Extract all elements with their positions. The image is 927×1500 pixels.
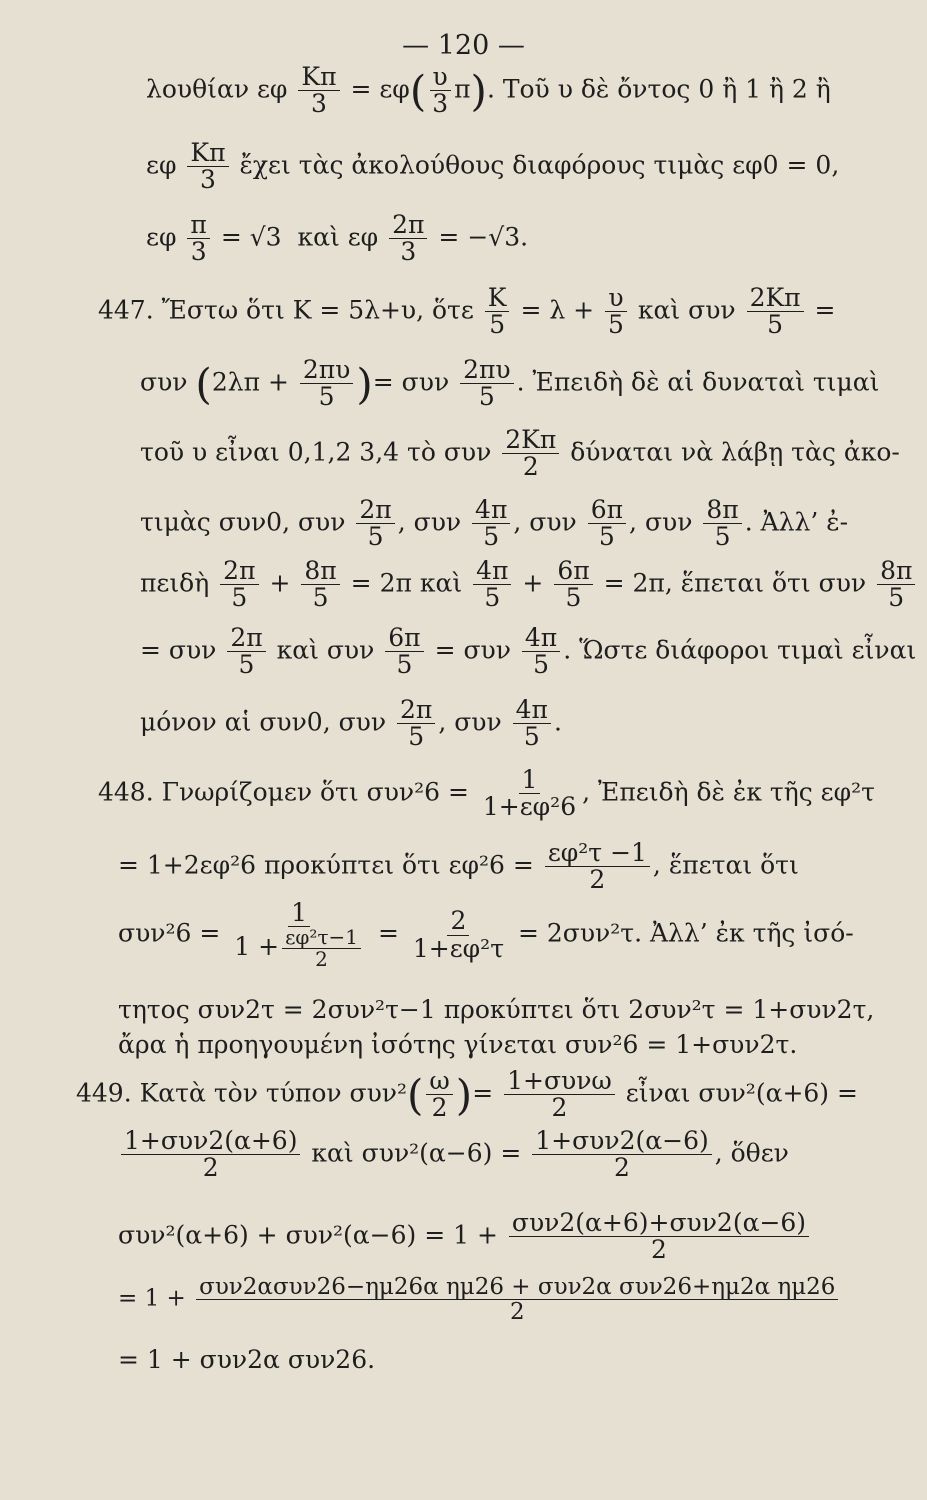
fraction: $\frac{2\pi}{5}$ [397,697,435,751]
exercise-number: 447. [98,295,154,325]
fraction: $\frac{\upsilon}{3}$ [429,64,451,118]
fraction: $\frac{\text{συν2ασυν26−ημ26α ημ26 + συν2α συν26+ημ2α ημ26}}{2}$ [196,1275,838,1324]
fraction: $\frac{K\pi}{3}$ [298,64,339,118]
fraction: $\frac{2\pi}{5}$ [227,625,265,679]
fraction: $\frac{2K\pi}{5}$ [747,285,804,339]
exercise-449-line-2: $\frac{\text{1+συν2(α+6)}}{2}$ καὶ συν²(α−6) = $\frac{\text{1+συν2(α−6)}}{2}$ , ὅθεν [118,1128,789,1182]
fraction: $\frac{4\pi}{5}$ [522,625,560,679]
exercise-447-line-3: τοῦ υ εἶναι 0,1,2 3,4 τὸ συν $\frac{2K\pi}{2}$ δύναται νὰ λάβῃ τὰς ἀκο- [140,425,900,482]
fraction: $\frac{8\pi}{5}$ [703,497,741,551]
fraction: $\frac{\text{συν2(α+6)+συν2(α−6)}}{2}$ [509,1210,809,1264]
exercise-449-line-4: = 1 + $\frac{\text{συν2ασυν26−ημ26α ημ26 + συν2α συν26+ημ2α ημ26}}{2}$ [118,1275,841,1324]
fraction: $\frac{K\pi}{3}$ [187,140,228,194]
exercise-447-line-2: συν (2λπ + $\frac{2\pi\upsilon}{5}$ )= συν $\frac{2\pi\upsilon}{5}$ . Ἐπειδὴ δὲ αἱ δυναταὶ τιμαὶ [140,355,880,412]
fraction: $\frac{2\pi}{5}$ [356,497,394,551]
fraction: $\frac{2\pi\upsilon}{5}$ [300,357,354,411]
fraction: $\frac{K}{5}$ [485,285,510,339]
fraction: $\frac{\text{1+συν2(α+6)}}{2}$ [121,1128,300,1182]
fraction: $\frac{6\pi}{5}$ [385,625,423,679]
exercise-447-line-7: μόνον αἱ συν0, συν $\frac{2\pi}{5}$ , συν $\frac{4\pi}{5}$ . [140,695,562,752]
fraction: $\frac{2\pi}{3}$ [389,212,427,266]
exercise-number: 448. [98,777,154,807]
fraction: $\frac{4\pi}{5}$ [472,497,510,551]
fraction: $\frac{\text{εφ²τ −1}}{2}$ [545,840,650,894]
exercise-448-line-1: 448. Γνωρίζομεν ὅτι συν²6 = $\frac{1}{\text{1+εφ²6}}$ , Ἐπειδὴ δὲ ἐκ τῆς εφ²τ [98,765,875,822]
exercise-448-line-2: = 1+2εφ²6 προκύπτει ὅτι εφ²6 = $\frac{\text{εφ²τ −1}}{2}$ , ἕπεται ὅτι [118,838,799,895]
fraction: $\frac{\pi}{3}$ [187,212,209,266]
exercise-448-line-3: συν²6 = 1 1 + $\frac{\text{εφ²τ−1}}{2}$ = $\frac{2}{\text{1+εφ²τ}}$ = 2συν²τ. Ἀλλ’ ἐκ τῆς ἰσό- [118,898,854,972]
fraction: $\frac{2\pi}{5}$ [220,558,258,612]
fraction: $\frac{2}{\text{1+εφ²τ}}$ [412,906,505,963]
exercise-449-line-1: 449. Κατὰ τὸν τύπον συν²( $\frac{\omega}{2}$ )= $\frac{\text{1+συνω}}{2}$ εἶναι συν²(α+6) = [76,1066,858,1123]
fraction: $\frac{\omega}{2}$ [426,1068,452,1122]
exercise-number: 449. [76,1078,132,1108]
fraction: $\frac{8\pi}{5}$ [301,558,339,612]
fraction: $\frac{\text{1+συν2(α−6)}}{2}$ [532,1128,711,1182]
text-line: εφ $\frac{\pi}{3}$ = √3 καὶ εφ $\frac{2\pi}{3}$ = −√3. [146,210,529,267]
text-line: εφ $\frac{K\pi}{3}$ ἔχει τὰς ἀκολούθους διαφόρους τιμὰς εφ0 = 0, [146,138,840,195]
exercise-448-line-4: τητος συν2τ = 2συν²τ−1 προκύπτει ὅτι 2συν²τ = 1+συν2τ, [118,995,875,1024]
fraction: $\frac{6\pi}{5}$ [588,497,626,551]
text-line: λουθίαν εφ $\frac{K\pi}{3}$ = εφ( $\frac{\upsilon}{3}$ π). Τοῦ υ δὲ ὄντος 0 ἢ 1 ἢ 2 ἢ [146,62,831,119]
fraction: $\frac{2K\pi}{2}$ [502,427,559,481]
fraction: $\frac{4\pi}{5}$ [473,558,511,612]
exercise-447-line-5: πειδὴ $\frac{2\pi}{5}$ + $\frac{8\pi}{5}$ = 2π καὶ $\frac{4\pi}{5}$ + $\frac{6\pi}{5}$ = 2π, ἕπεται ὅτι συν $\frac{8\pi}{5}$ [140,558,918,612]
fraction: $\frac{2\pi\upsilon}{5}$ [460,357,514,411]
fraction: $\frac{8\pi}{5}$ [877,558,915,612]
page-number: — 120 — [402,30,525,61]
exercise-447-line-4: τιμὰς συν0, συν $\frac{2\pi}{5}$ , συν $\frac{4\pi}{5}$ , συν $\frac{6\pi}{5}$ , συν $\frac{8\pi}{5}$ . Ἀλλ’ ἐ- [140,495,849,552]
fraction: $\frac{6\pi}{5}$ [554,558,592,612]
exercise-449-line-3: συν²(α+6) + συν²(α−6) = 1 + $\frac{\text{συν2(α+6)+συν2(α−6)}}{2}$ [118,1210,812,1264]
exercise-449-line-5: = 1 + συν2α συν26. [118,1345,376,1374]
compound-fraction: 1 1 + $\frac{\text{εφ²τ−1}}{2}$ [231,900,367,970]
exercise-448-line-5: ἄρα ἡ προηγουμένη ἰσότης γίνεται συν²6 = 1+συν2τ. [118,1030,798,1059]
fraction: $\frac{4\pi}{5}$ [513,697,551,751]
exercise-447-line-1: 447. Ἔστω ὅτι K = 5λ+υ, ὅτε $\frac{K}{5}$ = λ + $\frac{\upsilon}{5}$ καὶ συν $\frac{2K\pi}{5}$ = [98,283,836,340]
exercise-447-line-6: = συν $\frac{2\pi}{5}$ καὶ συν $\frac{6\pi}{5}$ = συν $\frac{4\pi}{5}$ . Ὥστε διάφοροι τιμαὶ εἶναι [140,623,917,680]
fraction: $\frac{\upsilon}{5}$ [605,285,627,339]
fraction: $\frac{1}{\text{1+εφ²6}}$ [482,765,577,822]
fraction: $\frac{\text{1+συνω}}{2}$ [504,1068,615,1122]
